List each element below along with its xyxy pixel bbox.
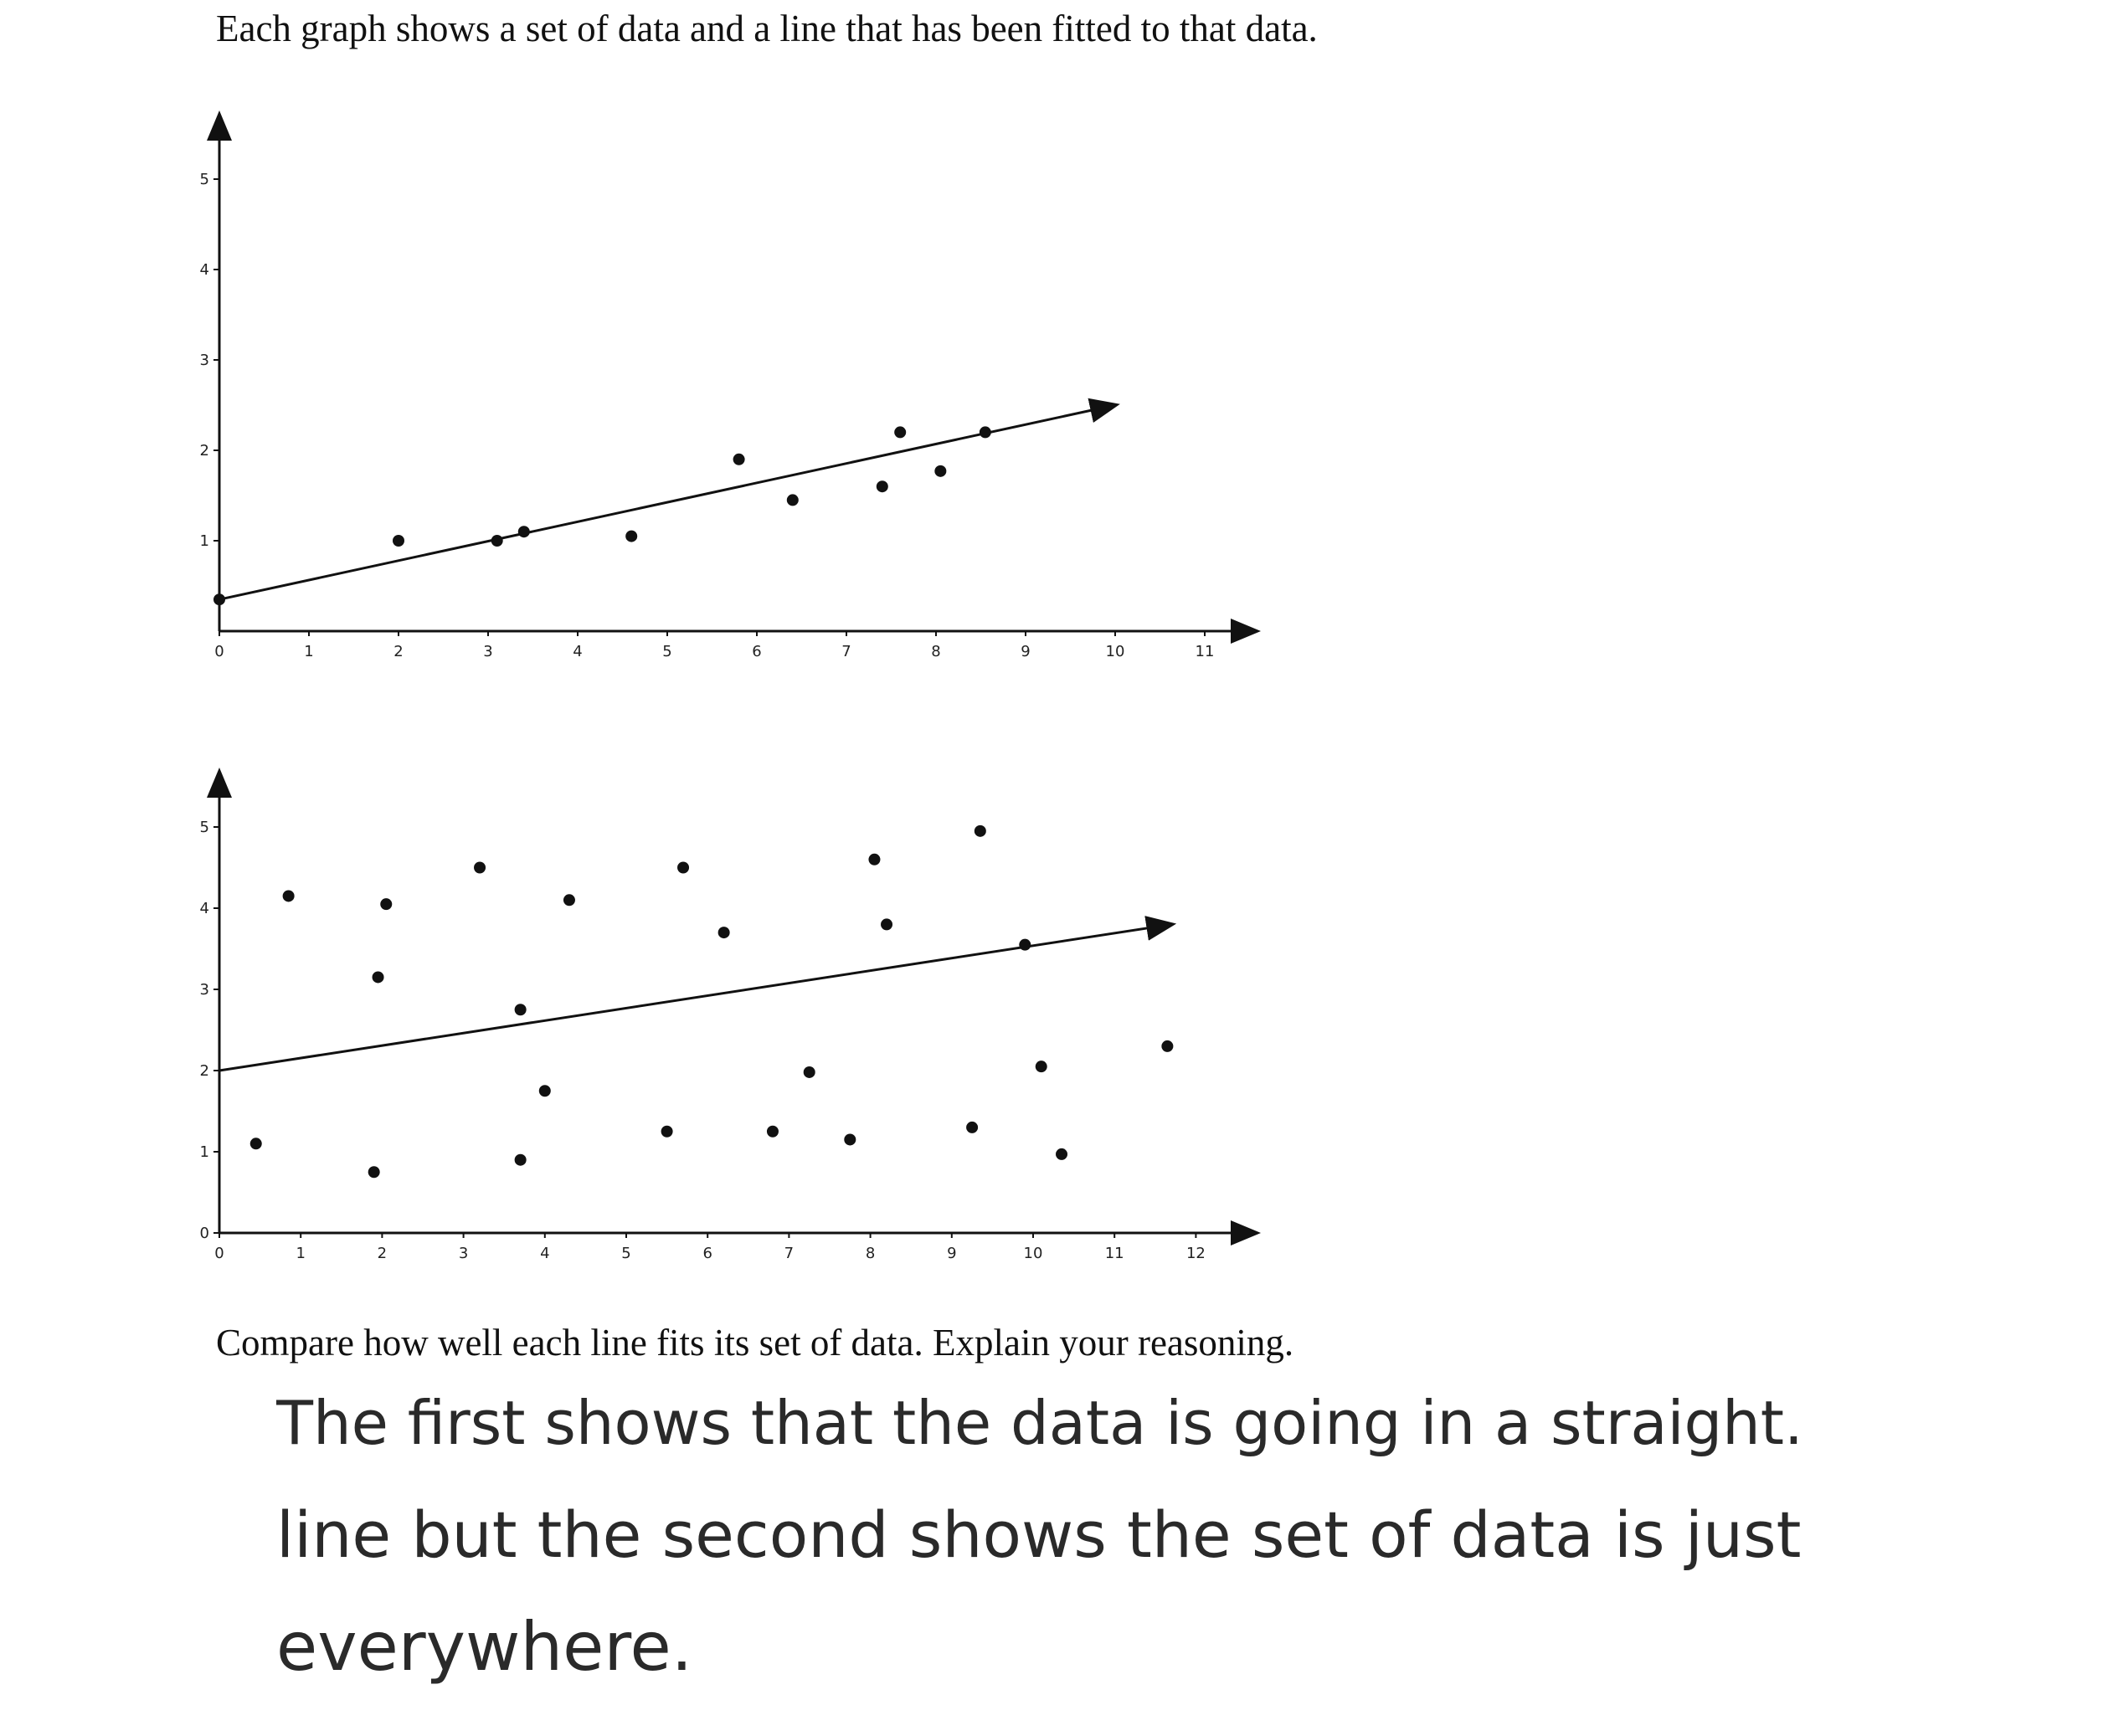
data-point (767, 1126, 779, 1138)
x-tick-label: 1 (296, 1245, 306, 1262)
x-tick-label: 5 (662, 643, 672, 660)
x-tick-label: 3 (483, 643, 493, 660)
y-tick-label: 3 (199, 981, 209, 999)
x-tick-label: 11 (1195, 643, 1215, 660)
x-tick-label: 2 (377, 1245, 388, 1262)
y-tick-label: 4 (199, 900, 209, 917)
data-point (733, 454, 745, 465)
data-point (844, 1133, 856, 1145)
data-point (368, 1166, 380, 1178)
y-tick-label: 0 (199, 1225, 209, 1242)
data-point (975, 825, 986, 837)
question-text: Compare how well each line fits its set of data. Explain your reasoning. (216, 1322, 1294, 1364)
data-point (894, 426, 906, 438)
data-point (677, 862, 689, 874)
data-point (563, 894, 575, 906)
data-point (474, 862, 486, 874)
handwritten-answer (276, 1373, 2101, 1724)
data-point (877, 480, 888, 492)
data-point (881, 918, 892, 930)
x-tick-label: 2 (393, 643, 404, 660)
data-point (213, 593, 225, 605)
data-point (718, 927, 730, 938)
data-point (515, 1154, 527, 1166)
x-tick-label: 9 (947, 1245, 957, 1262)
data-point (661, 1126, 673, 1138)
x-tick-label: 4 (540, 1245, 550, 1262)
y-tick-label: 1 (199, 1143, 209, 1161)
scatter-chart-2 (0, 758, 1298, 1293)
x-tick-label: 1 (304, 643, 314, 660)
data-point (380, 898, 392, 910)
y-tick-label: 2 (199, 442, 209, 460)
y-tick-label: 2 (199, 1062, 209, 1080)
data-point (1056, 1148, 1067, 1160)
data-point (966, 1122, 978, 1133)
data-point (283, 890, 295, 901)
x-tick-label: 8 (865, 1245, 876, 1262)
x-tick-label: 0 (214, 643, 224, 660)
x-tick-label: 10 (1023, 1245, 1043, 1262)
data-point (787, 494, 799, 506)
data-point (373, 971, 384, 983)
data-point (539, 1085, 551, 1097)
y-tick-label: 1 (199, 532, 209, 550)
data-point (250, 1138, 262, 1149)
answer-line-1: The first shows that the data is going in a straight. (276, 1388, 1803, 1458)
data-point (518, 526, 530, 537)
x-tick-label: 6 (752, 643, 762, 660)
y-tick-label: 5 (199, 171, 209, 188)
y-tick-label: 4 (199, 261, 209, 279)
data-point (625, 531, 637, 542)
x-tick-label: 7 (784, 1245, 795, 1262)
data-point (980, 426, 991, 438)
data-point (393, 535, 404, 547)
x-tick-label: 10 (1105, 643, 1125, 660)
prompt-text: Each graph shows a set of data and a line that has been fitted to that data. (216, 8, 1318, 49)
x-tick-label: 5 (621, 1245, 631, 1262)
x-tick-label: 7 (841, 643, 851, 660)
y-tick-label: 3 (199, 352, 209, 369)
answer-line-2: line but the second shows the set of data is just (276, 1497, 1802, 1572)
x-tick-label: 0 (214, 1245, 224, 1262)
scatter-chart-1 (0, 100, 1298, 686)
y-tick-label: 5 (199, 819, 209, 836)
data-point (804, 1066, 815, 1078)
x-tick-label: 9 (1021, 643, 1031, 660)
data-point (1036, 1061, 1047, 1072)
data-point (1019, 939, 1031, 951)
x-tick-label: 3 (458, 1245, 469, 1262)
data-point (1161, 1040, 1173, 1052)
data-point (515, 1004, 527, 1015)
x-tick-label: 11 (1104, 1245, 1124, 1262)
x-tick-label: 12 (1185, 1245, 1206, 1262)
x-tick-label: 4 (573, 643, 583, 660)
data-point (868, 854, 880, 865)
data-point (934, 465, 946, 477)
data-point (491, 535, 503, 547)
x-tick-label: 8 (931, 643, 941, 660)
answer-line-3: everywhere. (276, 1608, 693, 1686)
x-tick-label: 6 (702, 1245, 712, 1262)
